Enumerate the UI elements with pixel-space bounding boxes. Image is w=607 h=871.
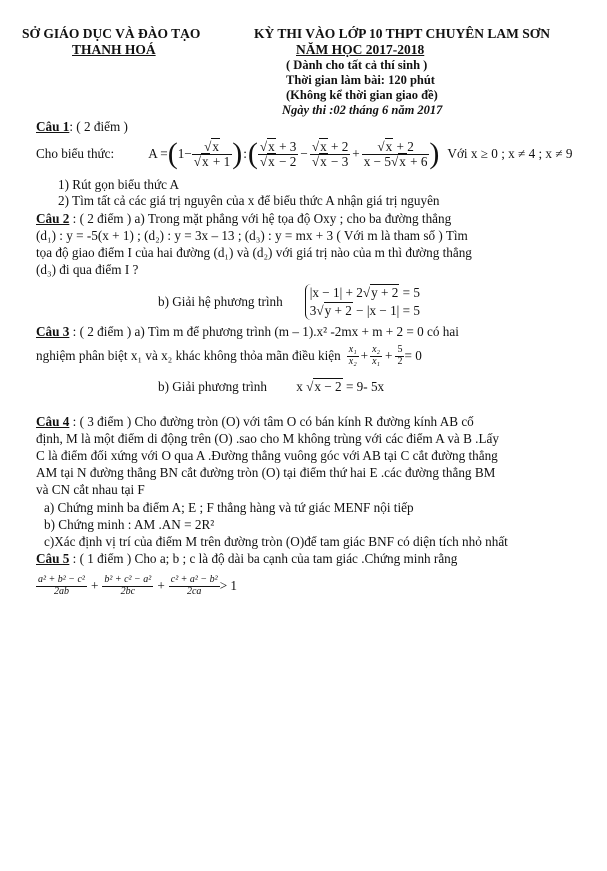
exam-audience-note: ( Dành cho tất cả thí sinh ) — [286, 58, 428, 72]
q5-title: Câu 5 — [36, 551, 70, 566]
exam-title: KỲ THI VÀO LỚP 10 THPT CHUYÊN LAM SƠN — [254, 26, 551, 41]
q1-part-2: 2) Tìm tất cả các giá trị nguyên của x để biểu thức A nhận giá trị nguyên — [58, 193, 440, 208]
q1-title: Câu 1 — [36, 119, 70, 134]
q2-part-b — [158, 282, 420, 322]
q2-line-2: (d₁) : y = -5(x + 1) ; (d₂) : y = 3x – 13 ; (d₃) : y = mx + 3 ( Với m là tham số ) Tìm — [36, 228, 468, 243]
q1-points: : ( 2 điểm ) — [69, 119, 128, 134]
q4-part-b: b) Chứng minh : AM .AN = 2R² — [44, 517, 215, 532]
q1-expr-lhs: A = — [148, 146, 168, 161]
q3-part-b: b) Giải phương trình x √x − 2 = 9- 5x — [158, 379, 385, 394]
q4-title: Câu 4 — [36, 414, 70, 429]
q3-line-2: nghiệm phân biệt x₁ và x₂ khác không thỏa mãn điều kiện $\frac{\text{x₁}}{\text{x₂}}$ + $\frac{\text{x₂}}{\text{x₁}}$ + $\frac{5}{2}$ = 0 — [36, 344, 422, 367]
exam-date: Ngày thi :02 tháng 6 năm 2017 — [282, 103, 443, 117]
province-name: THANH HOÁ — [72, 42, 156, 57]
exam-duration-note: (Không kể thời gian giao đề) — [286, 88, 438, 102]
q2-line-1: Câu 2 : ( 2 điểm ) a) Trong mặt phẳng với hệ tọa độ Oxy ; cho ba đường thẳng — [36, 211, 452, 226]
q2-equation-system: |x − 1| + 2√y + 2 = 5 3√y + 2 − |x − 1| = 5 — [305, 284, 420, 320]
q4-part-c: c)Xác định vị trí của điểm M trên đường tròn (O)để tam giác BNF có diện tích nhỏ nhất — [44, 534, 508, 549]
q2-title: Câu 2 — [36, 211, 70, 226]
q1-fraction-2: $\frac{√x + 3}{√x - 2}$ — [259, 138, 297, 169]
q4-line-4: AM tại N đường thẳng BN cắt đường tròn (O) tại điểm thứ hai E .các đường thẳng BM — [36, 465, 496, 480]
q3-title: Câu 3 — [36, 324, 70, 339]
q3-line-1: Câu 3 : ( 2 điểm ) a) Tìm m để phương trình (m – 1).x² -2mx + m + 2 = 0 có hai — [36, 324, 459, 339]
q1-part-1: 1) Rút gọn biểu thức A — [58, 177, 180, 192]
q1-expression: Cho biểu thức: A = ( 1− $\frac{√x}{√x + 1}$ ) : ( $\frac{√x + 3}{√x - 2}$ − $\frac{√x + 2}{√x - 3}$ + $\frac{√x + 2}{x - 5√x + 6}$ ) Với x ≥ 0 ; x ≠ 4 ; x ≠ 9 — [36, 137, 573, 170]
q4-line-1: Câu 4 : ( 3 điểm ) Cho đường tròn (O) với tâm O có bán kính R đường kính AB cố — [36, 414, 474, 429]
department-name: SỞ GIÁO DỤC VÀ ĐÀO TẠO — [22, 26, 201, 41]
school-year: NĂM HỌC 2017-2018 — [296, 42, 425, 57]
left-paren: ( — [167, 137, 178, 170]
q4-line-2: định, M là một điểm di động trên (O) .sao cho M không trùng với các điểm A và B .Lấy — [36, 431, 499, 446]
q2-part-b-label: b) Giải hệ phương trình — [158, 294, 283, 309]
q1-given-label: Cho biểu thức: — [36, 146, 115, 161]
q5-inequality: $\frac{\text{a² + b² − c²}}{2ab}$ + $\frac{\text{b² + c² − a²}}{2bc}$ + $\frac{\text{c² + a² − b²}}{2ca}$ > 1 — [38, 574, 238, 597]
exam-duration: Thời gian làm bài: 120 phút — [286, 73, 435, 87]
q1-condition: Với x ≥ 0 ; x ≠ 4 ; x ≠ 9 — [447, 146, 573, 161]
q5-line-1: Câu 5 : ( 1 điểm ) Cho a; b ; c là độ dài ba cạnh của tam giác .Chứng minh rằng — [36, 551, 458, 566]
q1-fraction-4: $\frac{√x + 2}{x - 5√x + 6}$ — [363, 138, 428, 169]
q1-heading — [36, 119, 128, 135]
q1-fraction-3: $\frac{√x + 2}{√x - 3}$ — [311, 138, 349, 169]
q4-line-5: và CN cắt nhau tại F — [36, 482, 145, 497]
q2-line-3: tọa độ giao điểm I của hai đường (d₁) và (d₂) với giá trị nào của m thì đường thẳng — [36, 245, 472, 260]
q4-part-a: a) Chứng minh ba điểm A; E ; F thẳng hàng và tứ giác MENF nội tiếp — [44, 500, 414, 515]
q1-fraction-1: $\frac{√x}{√x + 1}$ — [193, 138, 231, 169]
q4-line-3: C là điểm đối xứng với O qua A .Đường thẳng vuông góc với AB tại C cắt đường thẳng — [36, 448, 498, 463]
q2-line-4: (d₃) đi qua điểm I ? — [36, 262, 139, 277]
